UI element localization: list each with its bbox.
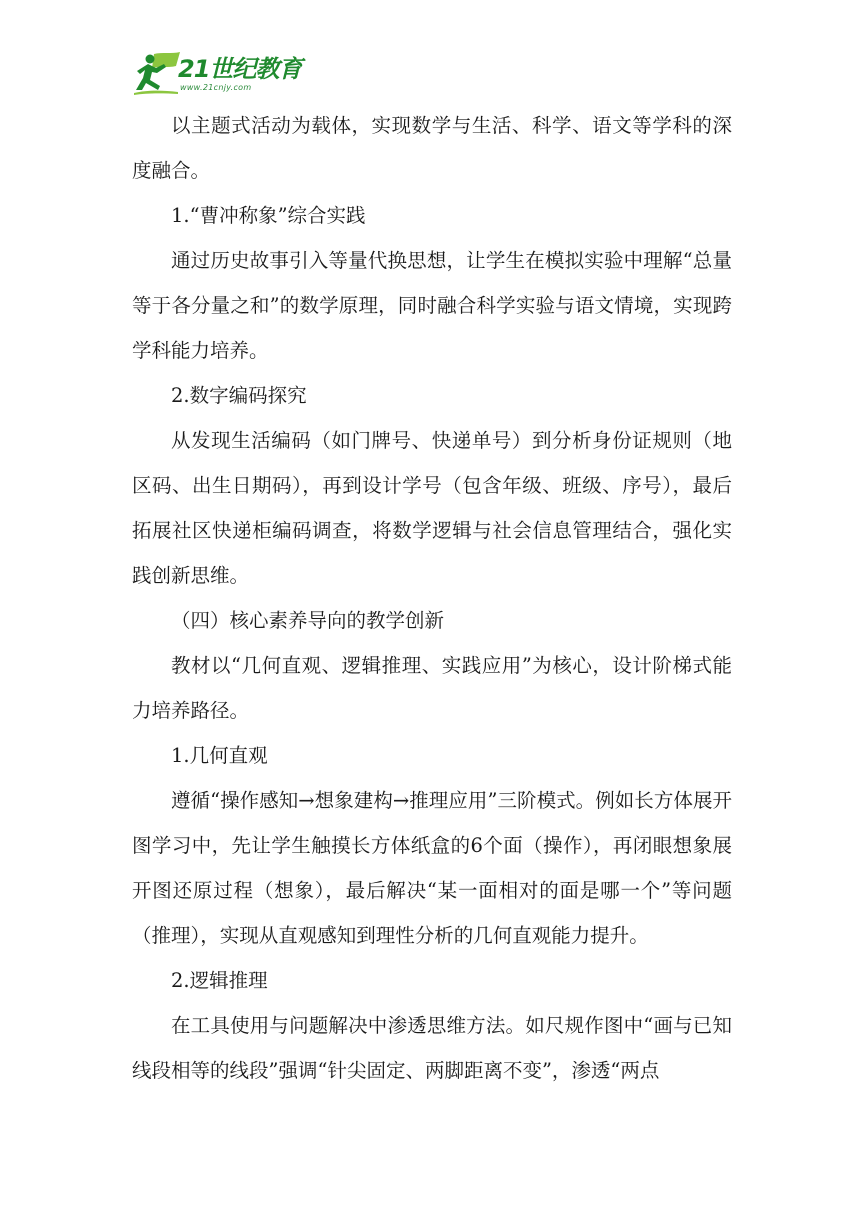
paragraph: 从发现生活编码（如门牌号、快递单号）到分析身份证规则（地区码、出生日期码），再到设计学号（包含年级、班级、序号），最后拓展社区快递柜编码调查，将数学逻辑与社会信息管理结合，强化实践创新思维。	[132, 429, 732, 587]
paragraph: 以主题式活动为载体，实现数学与生活、科学、语文等学科的深度融合。	[132, 114, 732, 182]
paragraph: 通过历史故事引入等量代换思想，让学生在模拟实验中理解“总量等于各分量之和”的数学原理，同时融合科学实验与语文情境，实现跨学科能力培养。	[132, 249, 732, 362]
section-heading: 2.逻辑推理	[171, 969, 268, 992]
logo-title: 21世纪教育	[178, 55, 302, 83]
section-heading: 2.数字编码探究	[171, 384, 307, 407]
paragraph: 教材以“几何直观、逻辑推理、实践应用”为核心，设计阶梯式能力培养路径。	[132, 654, 732, 722]
logo	[132, 50, 312, 100]
paragraph: 遵循“操作感知→想象建构→推理应用”三阶模式。例如长方体展开图学习中，先让学生触摸长方体纸盒的6个面（操作），再闭眼想象展开图还原过程（想象），最后解决“某一面相对的面是哪一个”等问题（推理），实现从直观感知到理性分析的几何直观能力提升。	[132, 789, 732, 947]
running-figure-icon	[132, 50, 184, 96]
logo-url: www.21cnjy.com	[180, 83, 252, 92]
paragraph: 在工具使用与问题解决中渗透思维方法。如尺规作图中“画与已知线段相等的线段”强调“针尖固定、两脚距离不变”，渗透“两点	[132, 1014, 732, 1082]
section-heading: （四）核心素养导向的教学创新	[171, 609, 445, 632]
document-body	[132, 103, 732, 1093]
section-heading: 1.“曹冲称象”综合实践	[171, 204, 366, 227]
section-heading: 1.几何直观	[171, 744, 268, 767]
